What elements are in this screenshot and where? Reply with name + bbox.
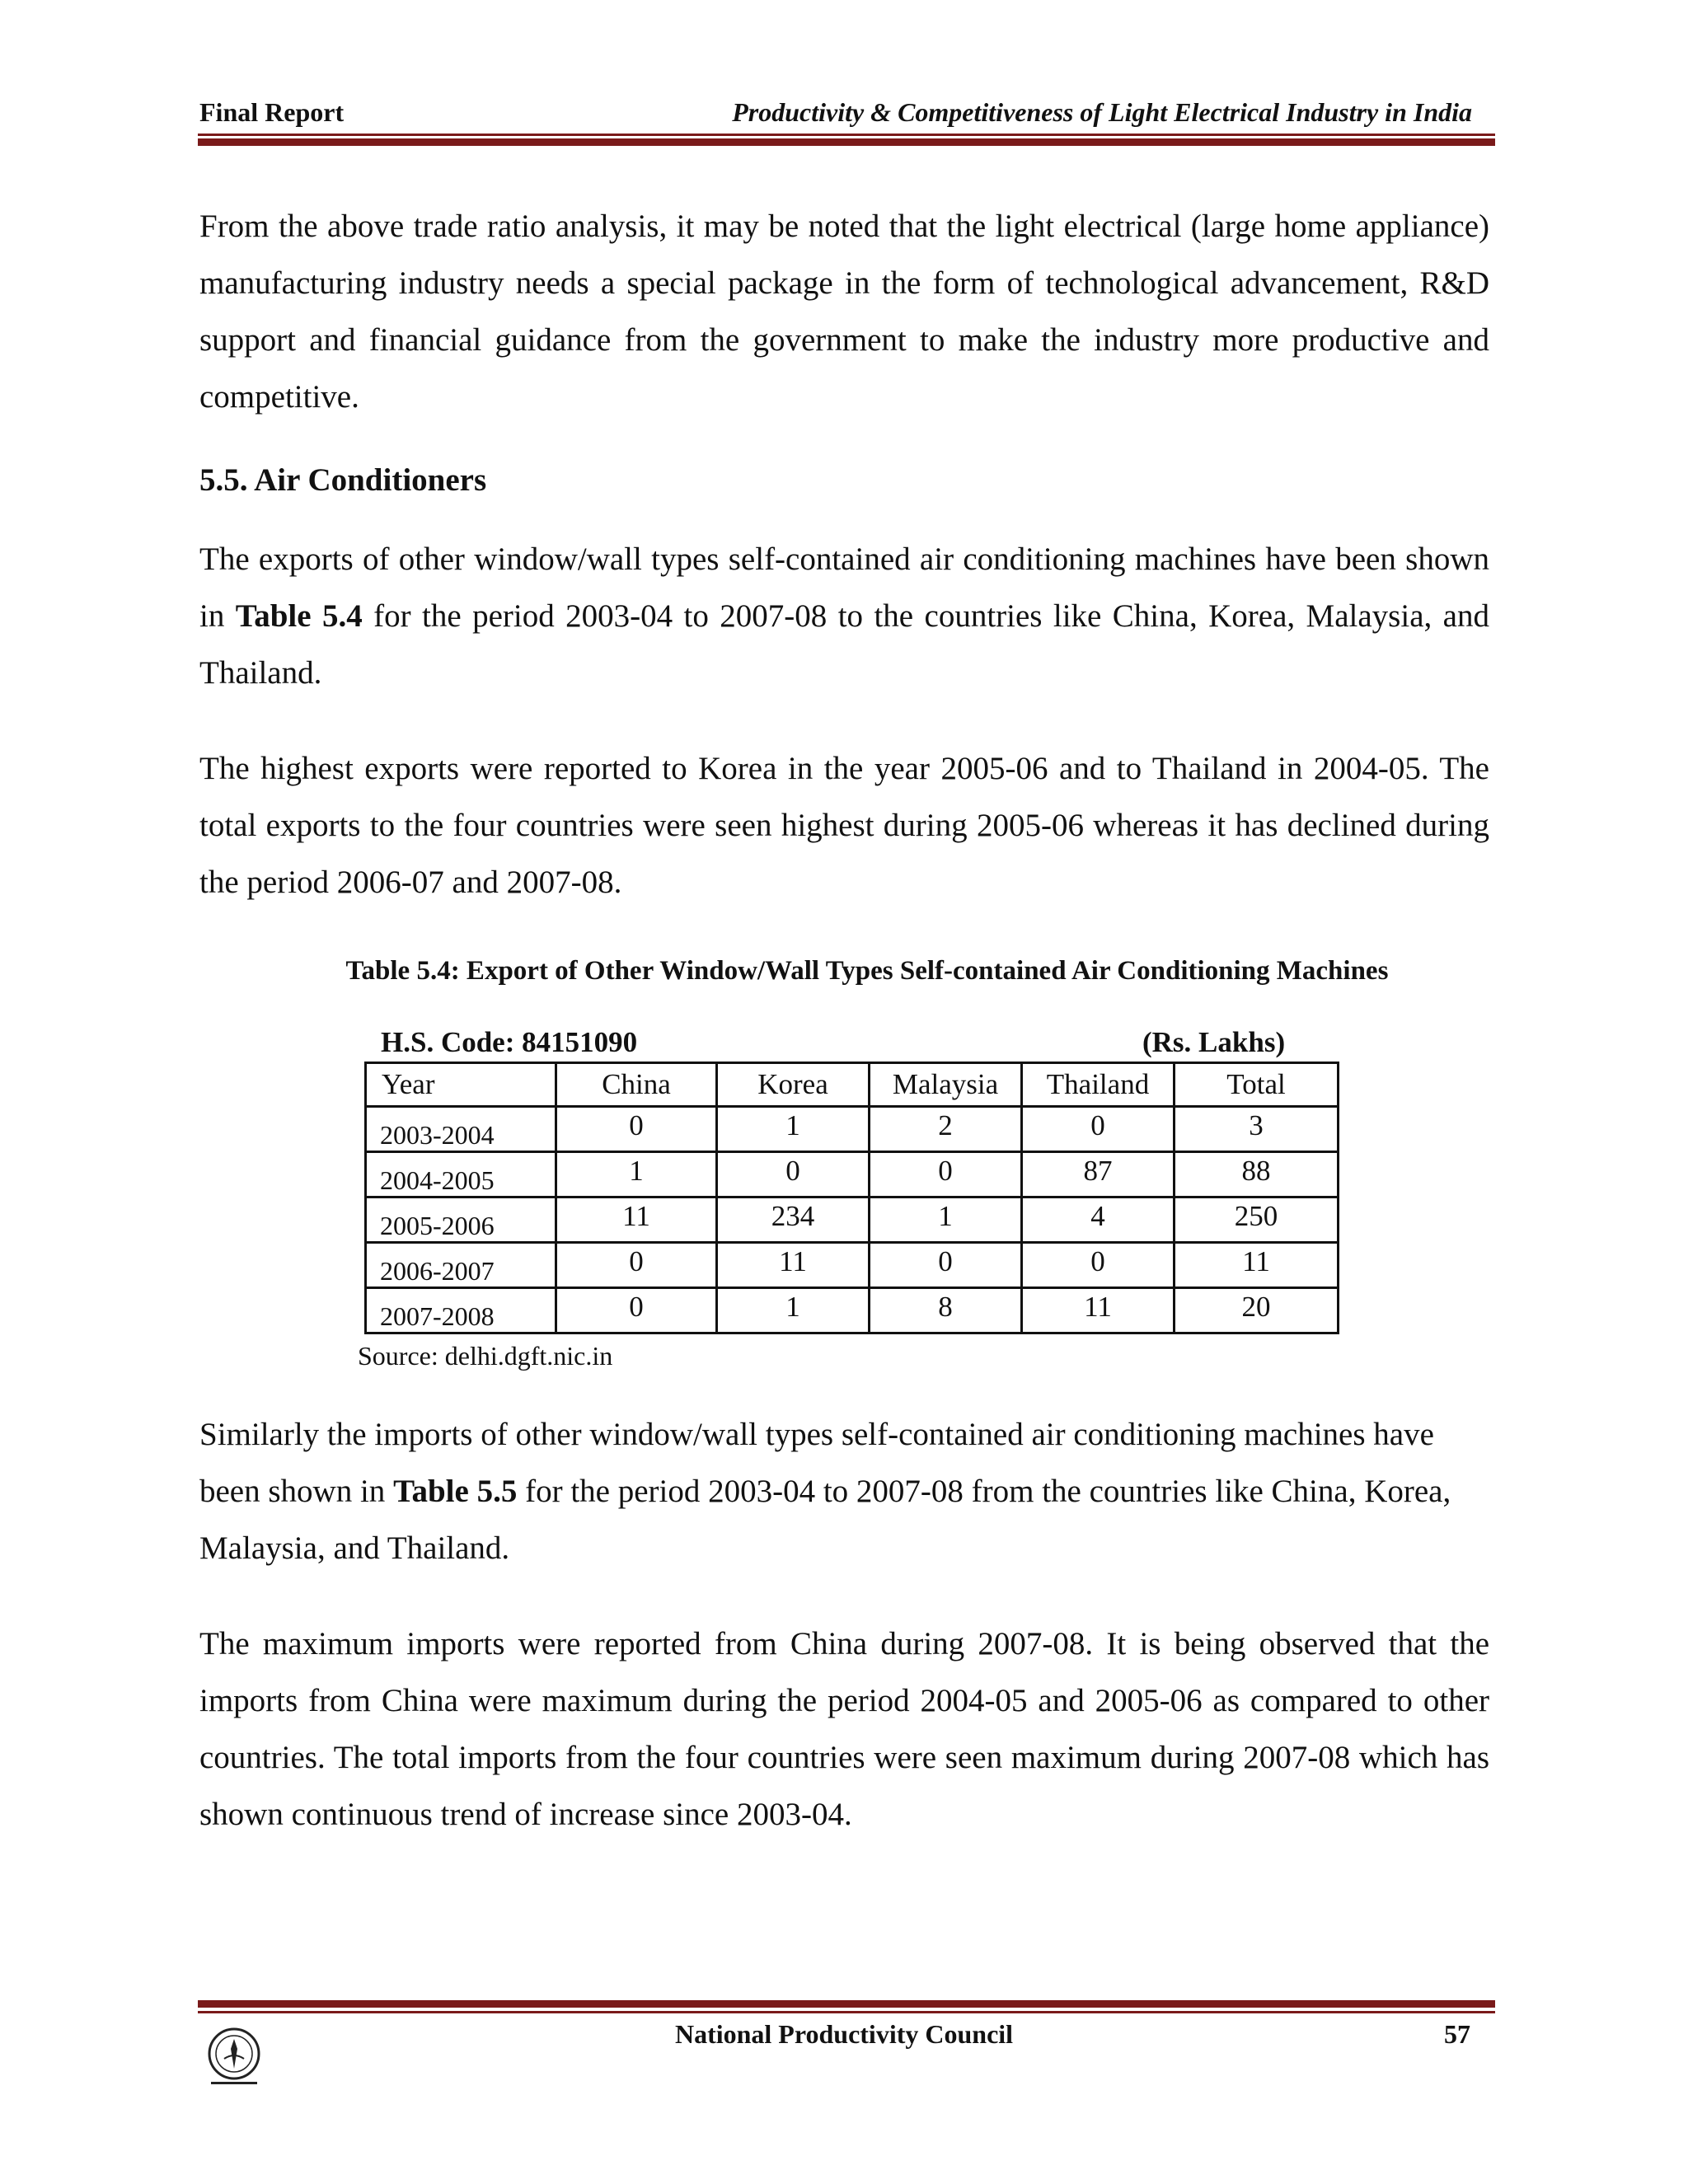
header-rule-thin [198, 134, 1495, 136]
value-cell: 3 [1175, 1107, 1339, 1152]
column-header: Malaysia [870, 1063, 1022, 1107]
year-cell: 2007-2008 [366, 1288, 556, 1333]
table-source: Source: delhi.dgft.nic.in [358, 1341, 613, 1371]
value-cell: 1 [717, 1288, 870, 1333]
column-header: Korea [717, 1063, 870, 1107]
paragraph-trade-ratio: From the above trade ratio analysis, it may be noted that the light electrical (large home appliance) manufacturing industry needs a special package in the form of technological advancement, R&D support and financial guidance from the government to make the industry more productive and competitive. [199, 209, 1489, 415]
value-cell: 1 [870, 1197, 1022, 1243]
hs-code: H.S. Code: 84151090 [381, 1026, 638, 1058]
value-cell: 11 [1175, 1243, 1339, 1288]
value-cell: 234 [717, 1197, 870, 1243]
value-cell: 0 [870, 1243, 1022, 1288]
value-cell: 250 [1175, 1197, 1339, 1243]
value-cell: 0 [870, 1152, 1022, 1197]
value-cell: 88 [1175, 1152, 1339, 1197]
value-cell: 2 [870, 1107, 1022, 1152]
footer-organization: National Productivity Council [674, 2019, 1014, 2049]
value-cell: 0 [556, 1288, 717, 1333]
value-cell: 20 [1175, 1288, 1339, 1333]
value-cell: 0 [556, 1107, 717, 1152]
year-cell: 2005-2006 [366, 1197, 556, 1243]
table-row [366, 1243, 1339, 1288]
paragraph-imports-intro [199, 1406, 1489, 1577]
value-cell: 87 [1022, 1152, 1175, 1197]
table-reference: Table 5.5 [393, 1474, 518, 1509]
value-cell: 11 [1022, 1288, 1175, 1333]
table-header-row [366, 1063, 1339, 1107]
year-cell: 2004-2005 [366, 1152, 556, 1197]
year-cell: 2003-2004 [366, 1107, 556, 1152]
value-cell: 1 [556, 1152, 717, 1197]
export-table [364, 1062, 1339, 1334]
paragraph-text: The exports of other window/wall types self-contained air conditioning machines have been shown in [199, 541, 1489, 634]
header-document-title: Productivity & Competitiveness of Light Electrical Industry in India [732, 97, 1472, 127]
value-cell: 0 [1022, 1107, 1175, 1152]
value-cell: 11 [556, 1197, 717, 1243]
paragraph-text: for the period 2003-04 to 2007-08 to the countries like China, Korea, Malaysia, and Thailand. [199, 598, 1489, 691]
paragraph-text: Similarly the imports of other window/wall types self-contained air conditioning machines have been shown in [199, 1417, 1434, 1509]
column-header: Year [366, 1063, 556, 1107]
page-number: 57 [1444, 2019, 1470, 2049]
column-header: Total [1175, 1063, 1339, 1107]
value-cell: 0 [1022, 1243, 1175, 1288]
table-caption: Table 5.4: Export of Other Window/Wall Types Self-contained Air Conditioning Machines [345, 956, 1389, 986]
table-row [366, 1107, 1339, 1152]
value-cell: 11 [717, 1243, 870, 1288]
paragraph-exports-intro [199, 531, 1489, 701]
footer-rule-thick [198, 2000, 1495, 2008]
year-cell: 2006-2007 [366, 1243, 556, 1288]
table-row [366, 1288, 1339, 1333]
paragraph-highest-exports: The highest exports were reported to Korea in the year 2005-06 and to Thailand in 2004-05. The total exports to the four countries were seen highest during 2005-06 whereas it has declined during the period 2006-07 and 2007-08. [199, 751, 1489, 900]
table-body [366, 1107, 1339, 1333]
table-reference: Table 5.4 [235, 598, 363, 634]
value-cell: 0 [717, 1152, 870, 1197]
paragraph-maximum-imports: The maximum imports were reported from China during 2007-08. It is being observed that the imports from China were maximum during the period 2004-05 and 2005-06 as compared to other countries. The total imports from the four countries were seen maximum during 2007-08 which has shown continuous trend of increase since 2003-04. [199, 1626, 1489, 1832]
value-cell: 8 [870, 1288, 1022, 1333]
column-header: Thailand [1022, 1063, 1175, 1107]
header-rule-thick [198, 138, 1495, 146]
column-header: China [556, 1063, 717, 1107]
footer-rule-thin [198, 2011, 1495, 2013]
value-cell: 0 [556, 1243, 717, 1288]
header-report-title: Final Report [199, 97, 345, 127]
table-unit: (Rs. Lakhs) [1142, 1026, 1286, 1058]
section-heading: 5.5. Air Conditioners [199, 462, 487, 498]
table-row [366, 1152, 1339, 1197]
paragraph-text: for the period 2003-04 to 2007-08 from the countries like China, Korea, Malaysia, and Thailand. [199, 1474, 1451, 1566]
value-cell: 1 [717, 1107, 870, 1152]
value-cell: 4 [1022, 1197, 1175, 1243]
table-row [366, 1197, 1339, 1243]
